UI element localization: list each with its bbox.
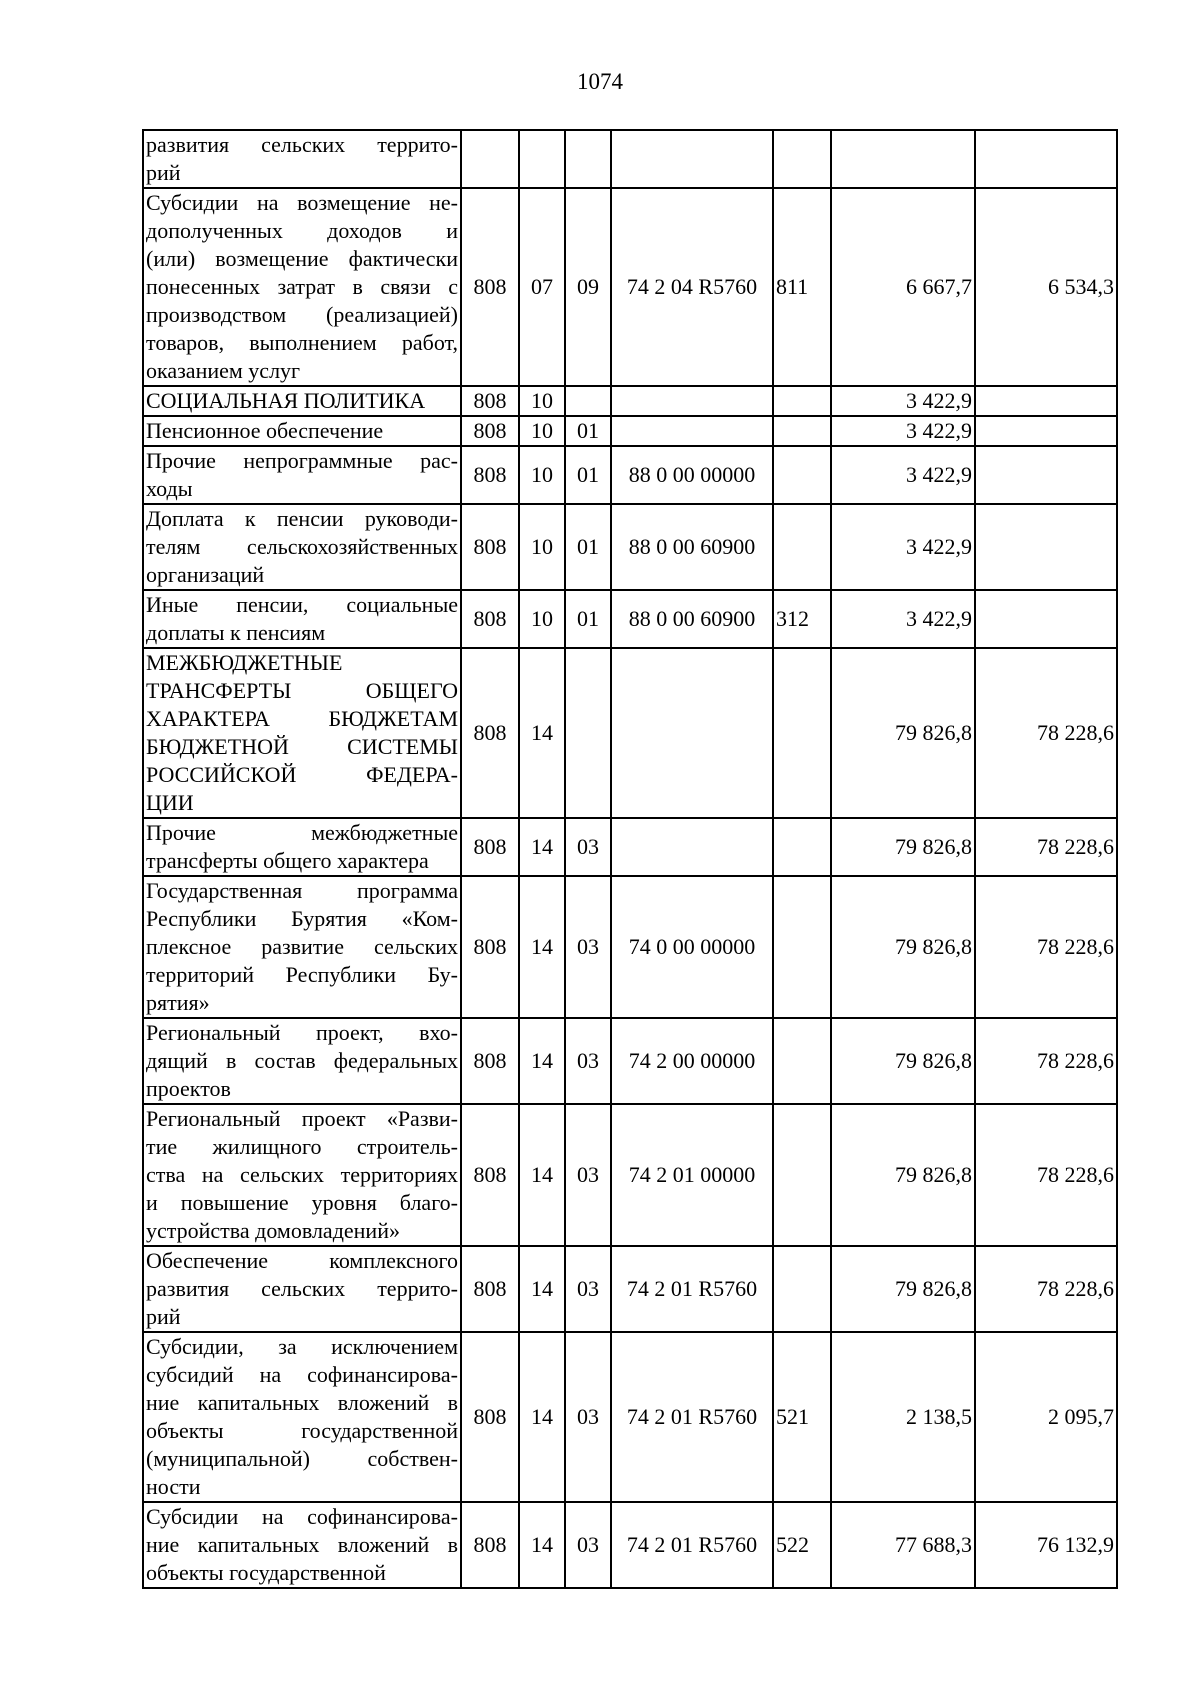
gr-cell: 808 <box>461 504 519 590</box>
sum-2022-cell: 76 132,9 <box>975 1502 1117 1588</box>
row-name-line: рий <box>146 1304 181 1329</box>
vr-cell <box>773 876 831 1018</box>
csr-cell: 74 2 00 00000 <box>611 1018 773 1104</box>
pr-cell: 01 <box>565 416 611 446</box>
row-name-line: Республики Бурятия «Ком- <box>146 906 458 931</box>
row-name-line: Региональный проект «Разви- <box>146 1106 458 1131</box>
table-row <box>143 130 1117 188</box>
csr-cell: 74 2 01 R5760 <box>611 1502 773 1588</box>
sum-2021-cell: 79 826,8 <box>831 648 975 818</box>
csr-cell <box>611 130 773 188</box>
row-name-cell <box>143 818 461 876</box>
gr-cell: 808 <box>461 446 519 504</box>
sum-2022-cell: 78 228,6 <box>975 876 1117 1018</box>
row-name-line: (или) возмещение фактически <box>146 246 458 271</box>
sum-2022-cell: 78 228,6 <box>975 1018 1117 1104</box>
row-name-line: МЕЖБЮДЖЕТНЫЕ <box>146 650 343 675</box>
sum-2021-cell: 79 826,8 <box>831 1018 975 1104</box>
row-name-line: Субсидии на возмещение не- <box>146 190 458 215</box>
row-name-cell <box>143 648 461 818</box>
pr-cell: 01 <box>565 504 611 590</box>
pr-cell: 03 <box>565 876 611 1018</box>
vr-cell <box>773 648 831 818</box>
row-name-cell <box>143 1018 461 1104</box>
sum-2022-cell <box>975 386 1117 416</box>
row-name-line: ЦИИ <box>146 790 194 815</box>
vr-cell: 521 <box>773 1332 831 1502</box>
vr-cell <box>773 1104 831 1246</box>
sum-2021-cell: 3 422,9 <box>831 416 975 446</box>
gr-cell: 808 <box>461 1104 519 1246</box>
pr-cell: 01 <box>565 446 611 504</box>
vr-cell <box>773 130 831 188</box>
row-name-line: развития сельских террито- <box>146 1276 458 1301</box>
table-row <box>143 648 1117 818</box>
row-name-line: РОССИЙСКОЙ ФЕДЕРА- <box>146 762 458 787</box>
sum-2022-cell: 78 228,6 <box>975 1104 1117 1246</box>
sum-2022-cell: 2 095,7 <box>975 1332 1117 1502</box>
gr-cell: 808 <box>461 818 519 876</box>
budget-table-body <box>143 130 1117 1588</box>
sum-2021-cell: 3 422,9 <box>831 504 975 590</box>
table-row <box>143 1246 1117 1332</box>
sum-2022-cell <box>975 130 1117 188</box>
row-name-line: Региональный проект, вхо- <box>146 1020 458 1045</box>
rz-cell: 10 <box>519 446 565 504</box>
row-name-line: дящий в состав федеральных <box>146 1048 458 1073</box>
row-name-cell <box>143 876 461 1018</box>
row-name-line: ние капитальных вложений в <box>146 1390 458 1415</box>
row-name-line: субсидий на софинансирова- <box>146 1362 458 1387</box>
row-name-cell <box>143 446 461 504</box>
row-name-cell <box>143 386 461 416</box>
table-row <box>143 188 1117 386</box>
row-name-line: развития сельских террито- <box>146 132 458 157</box>
rz-cell: 14 <box>519 648 565 818</box>
row-name-line: Субсидии на софинансирова- <box>146 1504 458 1529</box>
pr-cell <box>565 648 611 818</box>
gr-cell: 808 <box>461 1502 519 1588</box>
sum-2022-cell <box>975 504 1117 590</box>
row-name-line: устройства домовладений» <box>146 1218 400 1243</box>
row-name-line: дополученных доходов и <box>146 218 458 243</box>
row-name-line: территорий Республики Бу- <box>146 962 458 987</box>
row-name-line: плексное развитие сельских <box>146 934 458 959</box>
pr-cell: 01 <box>565 590 611 648</box>
sum-2021-cell: 6 667,7 <box>831 188 975 386</box>
row-name-line: ности <box>146 1474 201 1499</box>
csr-cell: 88 0 00 60900 <box>611 590 773 648</box>
sum-2021-cell: 79 826,8 <box>831 1246 975 1332</box>
sum-2021-cell: 79 826,8 <box>831 876 975 1018</box>
csr-cell <box>611 416 773 446</box>
row-name-line: проектов <box>146 1076 231 1101</box>
row-name-line: доплаты к пенсиям <box>146 620 326 645</box>
row-name-line: объекты государственной <box>146 1560 386 1585</box>
vr-cell <box>773 446 831 504</box>
pr-cell <box>565 386 611 416</box>
rz-cell: 10 <box>519 416 565 446</box>
sum-2022-cell: 78 228,6 <box>975 818 1117 876</box>
row-name-line: понесенных затрат в связи с <box>146 274 458 299</box>
gr-cell: 808 <box>461 386 519 416</box>
row-name-cell <box>143 188 461 386</box>
gr-cell: 808 <box>461 1018 519 1104</box>
sum-2021-cell: 3 422,9 <box>831 590 975 648</box>
gr-cell: 808 <box>461 188 519 386</box>
rz-cell: 14 <box>519 818 565 876</box>
sum-2021-cell: 3 422,9 <box>831 386 975 416</box>
pr-cell: 03 <box>565 1104 611 1246</box>
row-name-cell <box>143 1332 461 1502</box>
table-row <box>143 504 1117 590</box>
rz-cell: 10 <box>519 504 565 590</box>
sum-2022-cell <box>975 446 1117 504</box>
csr-cell: 74 2 04 R5760 <box>611 188 773 386</box>
row-name-cell <box>143 130 461 188</box>
vr-cell: 522 <box>773 1502 831 1588</box>
rz-cell: 14 <box>519 1332 565 1502</box>
sum-2022-cell <box>975 416 1117 446</box>
sum-2021-cell: 2 138,5 <box>831 1332 975 1502</box>
rz-cell: 10 <box>519 590 565 648</box>
csr-cell: 74 2 01 00000 <box>611 1104 773 1246</box>
row-name-line: рий <box>146 160 181 185</box>
row-name-line: ства на сельских территориях <box>146 1162 458 1187</box>
rz-cell: 14 <box>519 1018 565 1104</box>
table-row <box>143 1502 1117 1588</box>
row-name-cell <box>143 504 461 590</box>
row-name-line: оказанием услуг <box>146 358 301 383</box>
csr-cell <box>611 818 773 876</box>
row-name-line: трансферты общего характера <box>146 848 429 873</box>
sum-2021-cell: 77 688,3 <box>831 1502 975 1588</box>
csr-cell <box>611 386 773 416</box>
row-name-line: Государственная программа <box>146 878 458 903</box>
gr-cell: 808 <box>461 416 519 446</box>
table-row <box>143 446 1117 504</box>
row-name-line: и повышение уровня благо- <box>146 1190 458 1215</box>
vr-cell <box>773 504 831 590</box>
row-name-line: Субсидии, за исключением <box>146 1334 458 1359</box>
row-name-cell <box>143 1104 461 1246</box>
vr-cell <box>773 416 831 446</box>
vr-cell: 312 <box>773 590 831 648</box>
csr-cell: 74 0 00 00000 <box>611 876 773 1018</box>
csr-cell: 88 0 00 00000 <box>611 446 773 504</box>
vr-cell: 811 <box>773 188 831 386</box>
sum-2021-cell: 79 826,8 <box>831 1104 975 1246</box>
rz-cell: 07 <box>519 188 565 386</box>
pr-cell: 03 <box>565 1018 611 1104</box>
vr-cell <box>773 386 831 416</box>
row-name-line: Пенсионное обеспечение <box>146 418 384 443</box>
table-row <box>143 416 1117 446</box>
csr-cell <box>611 648 773 818</box>
sum-2021-cell <box>831 130 975 188</box>
csr-cell: 74 2 01 R5760 <box>611 1332 773 1502</box>
table-row <box>143 818 1117 876</box>
gr-cell: 808 <box>461 1246 519 1332</box>
gr-cell: 808 <box>461 590 519 648</box>
rz-cell: 14 <box>519 876 565 1018</box>
vr-cell <box>773 1018 831 1104</box>
gr-cell: 808 <box>461 876 519 1018</box>
csr-cell: 74 2 01 R5760 <box>611 1246 773 1332</box>
row-name-line: ХАРАКТЕРА БЮДЖЕТАМ <box>146 706 458 731</box>
table-row <box>143 1332 1117 1502</box>
row-name-line: ТРАНСФЕРТЫ ОБЩЕГО <box>146 678 458 703</box>
row-name-line: рятия» <box>146 990 210 1015</box>
sum-2022-cell: 6 534,3 <box>975 188 1117 386</box>
rz-cell: 14 <box>519 1502 565 1588</box>
row-name-line: Прочие непрограммные рас- <box>146 448 458 473</box>
row-name-line: товаров, выполнением работ, <box>146 330 458 355</box>
sum-2021-cell: 3 422,9 <box>831 446 975 504</box>
sum-2021-cell: 79 826,8 <box>831 818 975 876</box>
row-name-line: телям сельскохозяйственных <box>146 534 458 559</box>
row-name-line: ходы <box>146 476 193 501</box>
pr-cell: 03 <box>565 1502 611 1588</box>
row-name-cell <box>143 1246 461 1332</box>
vr-cell <box>773 818 831 876</box>
table-row <box>143 590 1117 648</box>
gr-cell: 808 <box>461 1332 519 1502</box>
gr-cell: 808 <box>461 648 519 818</box>
row-name-line: (муниципальной) собствен- <box>146 1446 458 1471</box>
page-number: 1074 <box>577 69 623 94</box>
row-name-line: производством (реализацией) <box>146 302 458 327</box>
gr-cell <box>461 130 519 188</box>
row-name-line: Обеспечение комплексного <box>146 1248 458 1273</box>
pr-cell <box>565 130 611 188</box>
budget-table <box>142 129 1118 1589</box>
sum-2022-cell <box>975 590 1117 648</box>
table-row <box>143 1018 1117 1104</box>
row-name-line: ние капитальных вложений в <box>146 1532 458 1557</box>
row-name-line: тие жилищного строитель- <box>146 1134 458 1159</box>
row-name-line: объекты государственной <box>146 1418 458 1443</box>
row-name-line: организаций <box>146 562 265 587</box>
vr-cell <box>773 1246 831 1332</box>
row-name-line: БЮДЖЕТНОЙ СИСТЕМЫ <box>146 734 458 759</box>
pr-cell: 03 <box>565 1332 611 1502</box>
row-name-cell <box>143 416 461 446</box>
table-row <box>143 876 1117 1018</box>
rz-cell: 14 <box>519 1104 565 1246</box>
row-name-cell <box>143 1502 461 1588</box>
row-name-line: СОЦИАЛЬНАЯ ПОЛИТИКА <box>146 388 426 413</box>
table-row <box>143 1104 1117 1246</box>
row-name-line: Доплата к пенсии руководи- <box>146 506 458 531</box>
rz-cell <box>519 130 565 188</box>
row-name-cell <box>143 590 461 648</box>
row-name-line: Прочие межбюджетные <box>146 820 458 845</box>
csr-cell: 88 0 00 60900 <box>611 504 773 590</box>
pr-cell: 03 <box>565 1246 611 1332</box>
sum-2022-cell: 78 228,6 <box>975 1246 1117 1332</box>
table-row <box>143 386 1117 416</box>
row-name-line: Иные пенсии, социальные <box>146 592 458 617</box>
sum-2022-cell: 78 228,6 <box>975 648 1117 818</box>
pr-cell: 03 <box>565 818 611 876</box>
pr-cell: 09 <box>565 188 611 386</box>
rz-cell: 14 <box>519 1246 565 1332</box>
rz-cell: 10 <box>519 386 565 416</box>
